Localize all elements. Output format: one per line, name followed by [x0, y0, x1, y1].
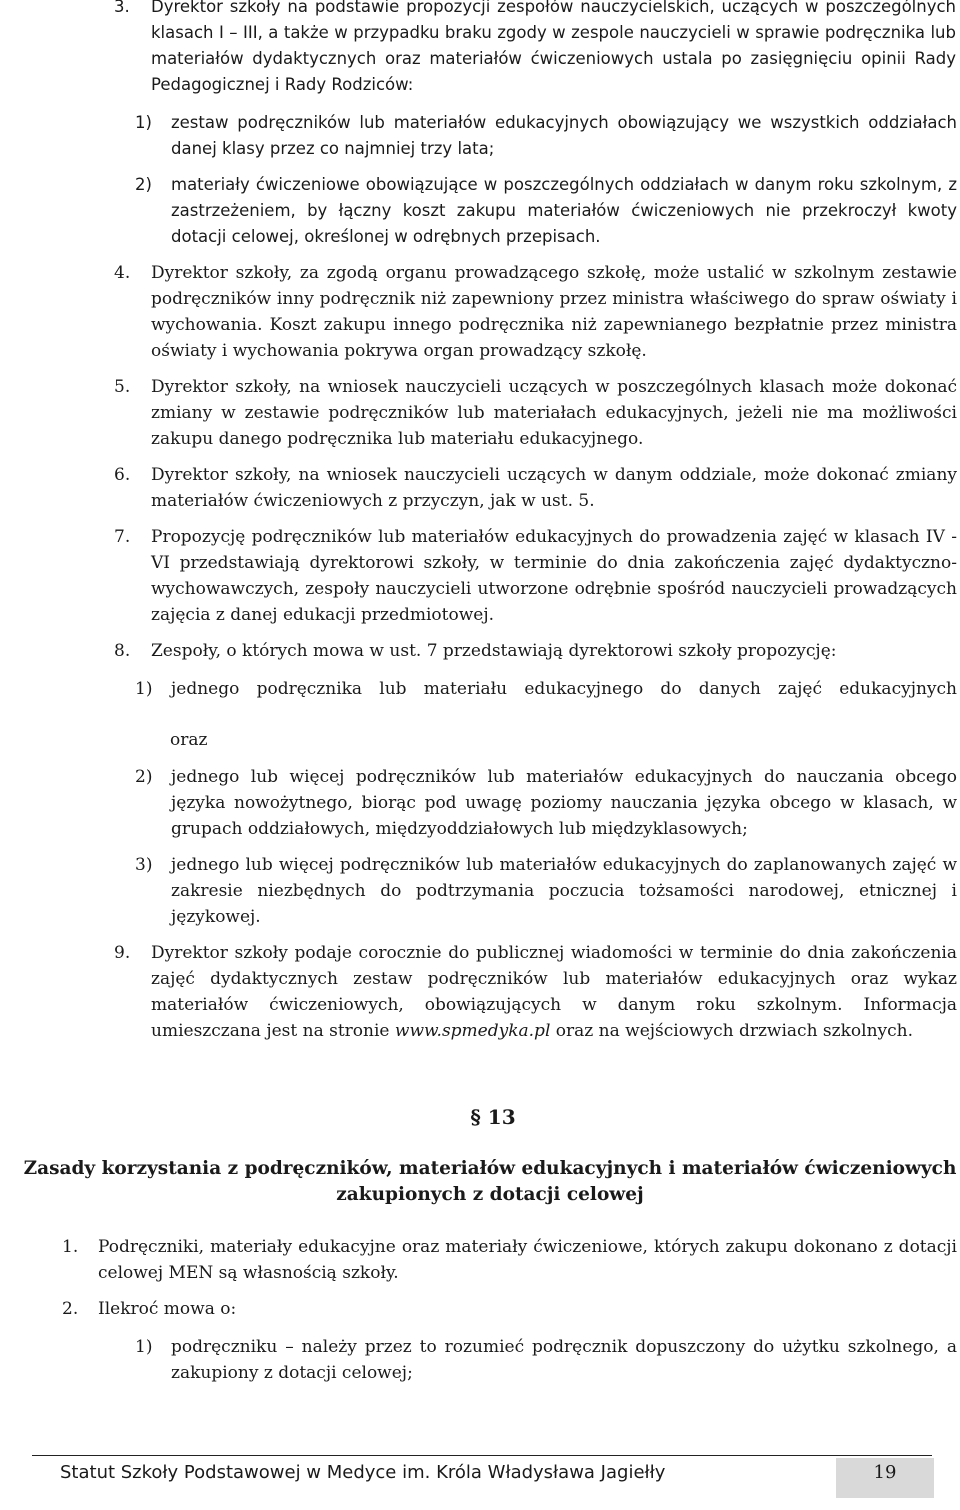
- page-number: 19: [873, 1462, 897, 1483]
- paragraph-text-before: Dyrektor szkoły podaje corocznie do publicznej wiadomości w terminie do dnia zakończenia zajęć dydaktycznych zestaw podręczników lub materiałów edukacyjnych oraz wykaz materiałów ćwiczeniowych, obowiązujących w danym roku szkolnym. Informacja umieszczana jest na stronie: [151, 943, 957, 1041]
- paragraph-6: [114, 462, 957, 514]
- paragraph-number: 5.: [114, 377, 131, 397]
- item-number: 2): [135, 175, 152, 194]
- paragraph-3-item-1: [135, 110, 957, 162]
- item-text: zestaw podręczników lub materiałów edukacyjnych obowiązujący we wszystkich oddziałach danej klasy przez co najmniej trzy lata;: [171, 113, 957, 158]
- section-item-1: [62, 1234, 957, 1286]
- paragraph-text: Dyrektor szkoły, za zgodą organu prowadzącego szkołę, może ustalić w szkolnym zestawie podręczników inny podręcznik niż zapewniony przez ministra właściwego do spraw oświaty i wychowania. Koszt zakupu innego podręcznika niż zapewnianego bezpłatnie przez ministra oświaty i wychowania pokrywa organ prowadzący szkołę.: [151, 263, 957, 361]
- website-link[interactable]: www.spmedyka.pl: [394, 1021, 551, 1041]
- paragraph-8: [114, 638, 957, 664]
- paragraph-number: 3.: [114, 0, 130, 16]
- item-text: Ilekroć mowa o:: [98, 1299, 237, 1319]
- item-text: materiały ćwiczeniowe obowiązujące w poszczególnych oddziałach w danym roku szkolnym, z zastrzeżeniem, by łączny koszt zakupu materiałów ćwiczeniowych nie przekroczył kwoty dotacji celowej, określonej w odrębnych przepisach.: [171, 175, 957, 246]
- paragraph-8-item-3: [135, 852, 957, 930]
- paragraph-8-item-1: [135, 676, 957, 702]
- item-number: 2): [135, 767, 153, 787]
- section-item-2: [62, 1296, 957, 1322]
- paragraph-7: [114, 524, 957, 628]
- section-subitem-1: [135, 1334, 957, 1386]
- paragraph-text: Zespoły, o których mowa w ust. 7 przedstawiają dyrektorowi szkoły propozycję:: [151, 641, 837, 661]
- paragraph-text: Dyrektor szkoły, na wniosek nauczycieli uczących w poszczególnych klasach może dokonać zmiany w zestawie podręczników lub materiałach edukacyjnych, jeżeli nie ma możliwości zakupu danego podręcznika lub materiału edukacyjnego.: [151, 377, 957, 449]
- paragraph-9: [114, 940, 957, 1044]
- paragraph-4: [114, 260, 957, 364]
- conjunction-text: oraz: [170, 730, 208, 750]
- paragraph-number: 4.: [114, 263, 131, 283]
- item-number: 1): [135, 1337, 153, 1357]
- paragraph-number: 6.: [114, 465, 131, 485]
- item-text: Podręczniki, materiały edukacyjne oraz materiały ćwiczeniowe, których zakupu dokonano z dotacji celowej MEN są własnością szkoły.: [98, 1237, 957, 1283]
- item-number: 1.: [62, 1237, 79, 1257]
- section-mark: § 13: [470, 1105, 516, 1129]
- paragraph-text-after: oraz na wejściowych drzwiach szkolnych.: [550, 1021, 914, 1041]
- item-text: jednego podręcznika lub materiału edukacyjnego do danych zajęć edukacyjnych: [171, 679, 957, 699]
- footer-divider: [32, 1455, 932, 1456]
- paragraph-number: 9.: [114, 943, 131, 963]
- paragraph-number: 8.: [114, 641, 131, 661]
- paragraph-text: Propozycję podręczników lub materiałów edukacyjnych do prowadzenia zajęć w klasach IV - VI przedstawiają dyrektorowi szkoły, w terminie do dnia zakończenia zajęć dydaktyczno-wychowawczych, zespoły nauczycieli utworzone odrębnie spośród nauczycieli prowadzących zajęcia z danej edukacji przedmiotowej.: [151, 527, 957, 625]
- footer-title: Statut Szkoły Podstawowej w Medyce im. Króla Władysława Jagiełły: [60, 1462, 666, 1483]
- paragraph-3-item-2: [135, 172, 957, 250]
- paragraph-number: 7.: [114, 527, 131, 547]
- paragraph-text: Dyrektor szkoły, na wniosek nauczycieli uczących w danym oddziale, może dokonać zmiany materiałów ćwiczeniowych z przyczyn, jak w ust. 5.: [151, 465, 957, 511]
- paragraph-3: [114, 0, 956, 98]
- section-heading: Zasady korzystania z podręczników, materiałów edukacyjnych i materiałów ćwiczeniowych zakupionych z dotacji celowej: [23, 1158, 957, 1205]
- paragraph-text: Dyrektor szkoły na podstawie propozycji zespołów nauczycielskich, uczących w poszczególnych klasach I – III, a także w przypadku braku zgody w zespole nauczycieli w sprawie podręcznika lub materiałów dydaktycznych oraz materiałów ćwiczeniowych ustala po zasięgnięciu opinii Rady Pedagogicznej i Rady Rodziców:: [151, 0, 956, 94]
- item-text: podręczniku – należy przez to rozumieć podręcznik dopuszczony do użytku szkolnego, a zakupiony z dotacji celowej;: [171, 1337, 957, 1383]
- paragraph-8-item-2: [135, 764, 957, 842]
- item-number: 1): [135, 113, 152, 132]
- paragraph-5: [114, 374, 957, 452]
- item-text: jednego lub więcej podręczników lub materiałów edukacyjnych do zaplanowanych zajęć w zakresie niezbędnych do podtrzymania poczucia tożsamości narodowej, etnicznej i językowej.: [171, 855, 957, 927]
- item-number: 2.: [62, 1299, 79, 1319]
- item-number: 1): [135, 679, 153, 699]
- paragraph-text: [151, 940, 957, 1044]
- item-number: 3): [135, 855, 153, 875]
- item-text: jednego lub więcej podręczników lub materiałów edukacyjnych do nauczania obcego języka nowożytnego, biorąc pod uwagę poziomy nauczania języka obcego w klasach, w grupach oddziałowych, międzyoddziałowych lub międzyklasowych;: [171, 767, 957, 839]
